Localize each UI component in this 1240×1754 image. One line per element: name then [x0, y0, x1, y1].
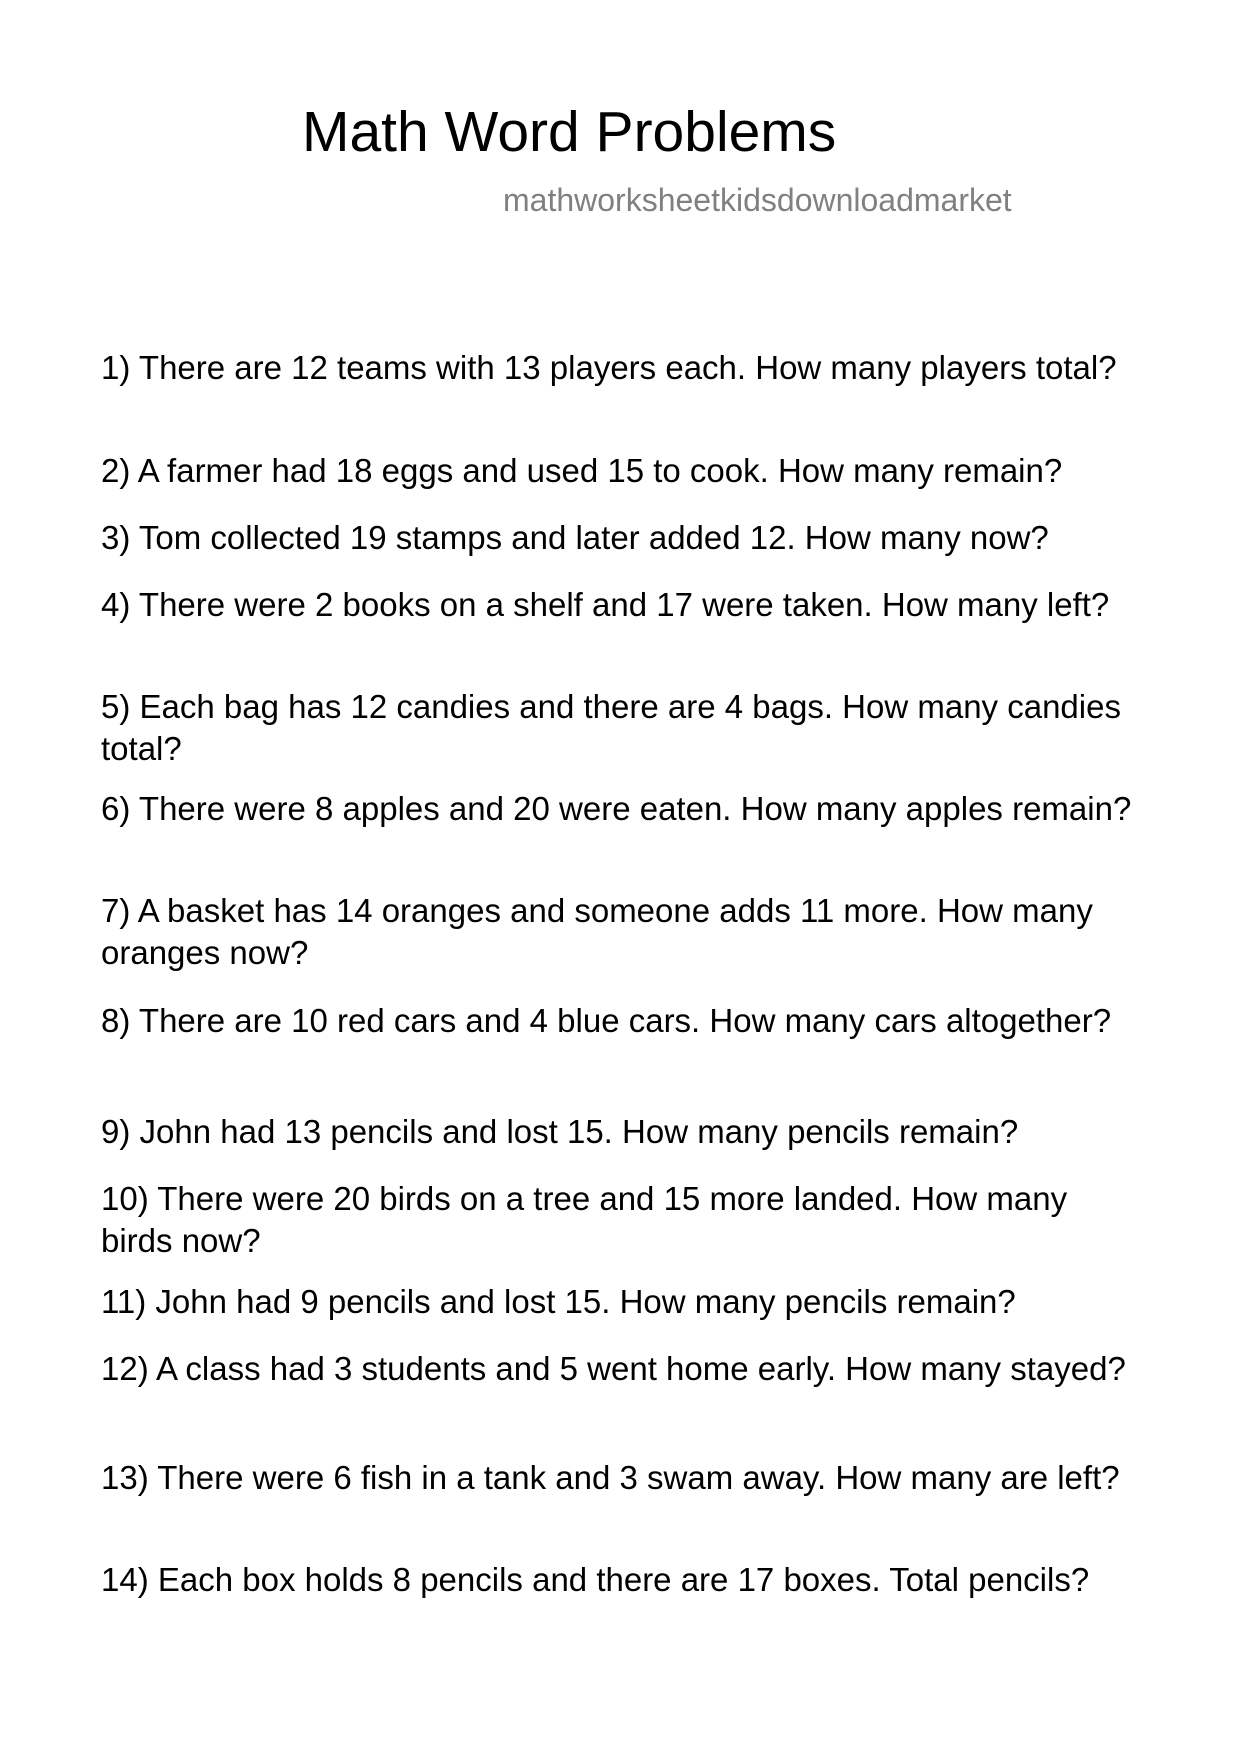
- problem-item: 2) A farmer had 18 eggs and used 15 to cook. How many remain?: [101, 452, 1063, 489]
- problem-item: 12) A class had 3 students and 5 went home early. How many stayed?: [101, 1350, 1126, 1387]
- problem-item: 7) A basket has 14 oranges and someone adds 11 more. How many oranges now?: [101, 892, 1093, 971]
- page-subtitle: mathworksheetkidsdownloadmarket: [503, 182, 1012, 218]
- problem-item: 10) There were 20 birds on a tree and 15 more landed. How many birds now?: [101, 1180, 1068, 1259]
- problem-item: 9) John had 13 pencils and lost 15. How many pencils remain?: [101, 1113, 1019, 1150]
- problem-item: 14) Each box holds 8 pencils and there are 17 boxes. Total pencils?: [101, 1561, 1090, 1598]
- problem-item: 1) There are 12 teams with 13 players each. How many players total?: [101, 349, 1117, 386]
- page-title: Math Word Problems: [302, 100, 837, 164]
- problem-item: 8) There are 10 red cars and 4 blue cars. How many cars altogether?: [101, 1002, 1112, 1039]
- problem-item: 4) There were 2 books on a shelf and 17 were taken. How many left?: [101, 586, 1110, 623]
- problem-item: 3) Tom collected 19 stamps and later added 12. How many now?: [101, 519, 1049, 556]
- problem-item: 11) John had 9 pencils and lost 15. How many pencils remain?: [101, 1283, 1016, 1320]
- problem-item: 13) There were 6 fish in a tank and 3 swam away. How many are left?: [101, 1459, 1120, 1496]
- problem-item: 5) Each bag has 12 candies and there are 4 bags. How many candies total?: [101, 688, 1121, 767]
- problem-item: 6) There were 8 apples and 20 were eaten. How many apples remain?: [101, 790, 1132, 827]
